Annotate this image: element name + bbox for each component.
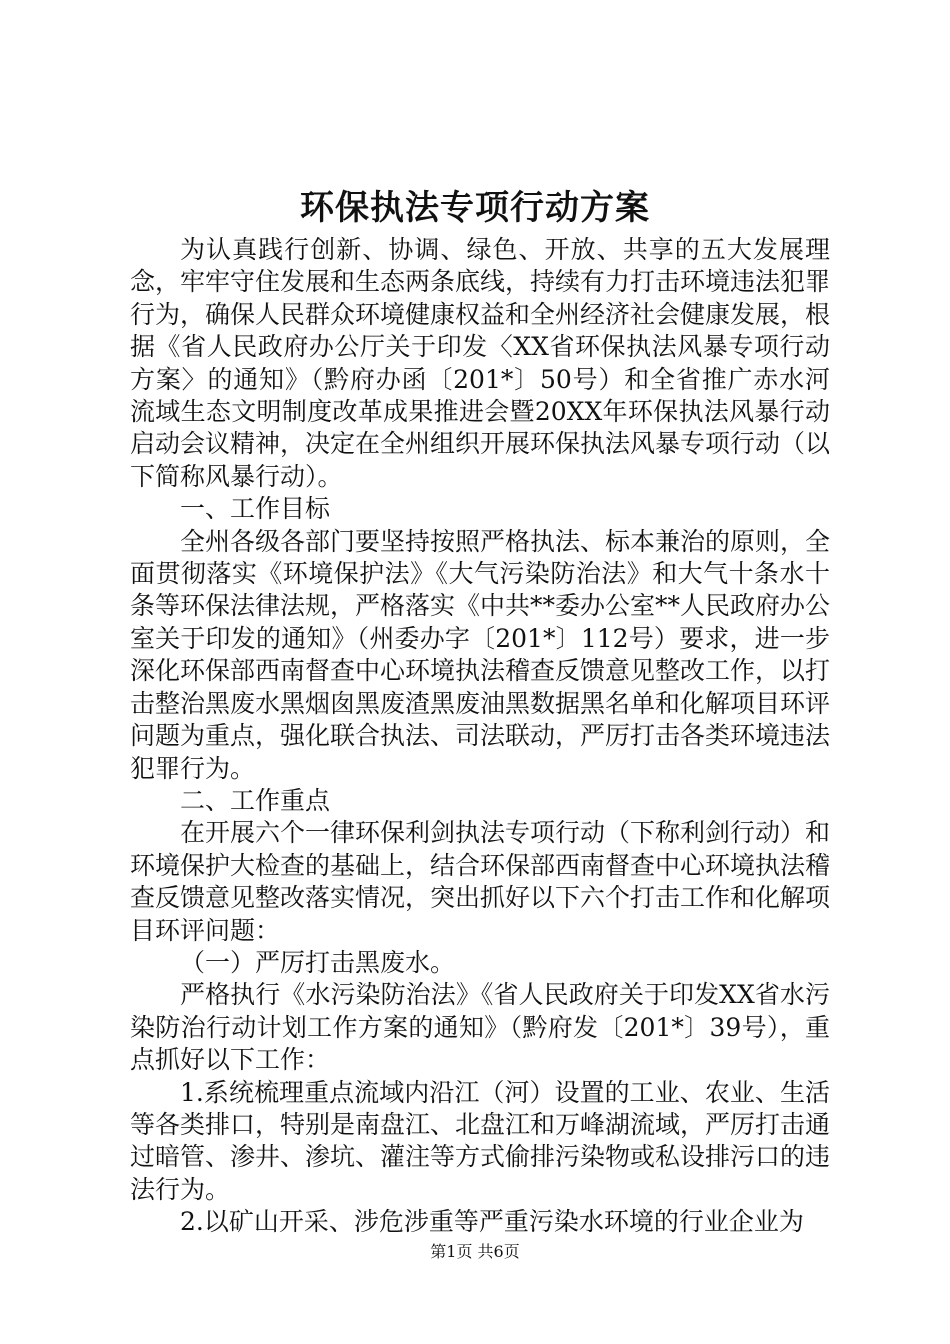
list-item-1: 1.系统梳理重点流域内沿江（河）设置的工业、农业、生活等各类排口，特别是南盘江、北盘江和万峰湖流域，严厉打击通过暗管、渗井、渗坑、灌注等方式偷排污染物或私设排污口的违法行为。 [130,1077,831,1204]
paragraph-black-wastewater: 严格执行《水污染防治法》《省人民政府关于印发XX省水污染防治行动计划工作方案的通知》（黔府发〔201*〕39号），重点抓好以下工作： [130,980,830,1075]
document-body [130,234,830,1239]
page-footer: 第1页 共6页 [430,1242,520,1261]
paragraph-work-focus: 在开展六个一律环保利剑执法专项行动（下称利剑行动）和环境保护大检查的基础上，结合环保部西南督查中心环境执法稽查反馈意见整改落实情况，突出抓好以下六个打击工作和化解项目环评问题： [130,818,831,945]
list-item-2: 2.以矿山开采、涉危涉重等严重污染水环境的行业企业为 [180,1207,804,1237]
paragraph-intro: 为认真践行创新、协调、绿色、开放、共享的五大发展理念，牢牢守住发展和生态两条底线，持续有力打击环境违法犯罪行为，确保人民群众环境健康权益和全州经济社会健康发展，根据《省人民政府办公厅关于印发〈XX省环保执法风暴专项行动方案〉的通知》（黔府办函〔201*〕50号）和全省推广赤水河流域生态文明制度改革成果推进会暨20XX年环保执法风暴行动启动会议精神，决定在全州组织开展环保执法风暴专项行动（以下简称风暴行动）。 [130,235,831,491]
document-title: 环保执法专项行动方案 [300,188,650,228]
subsection-heading-black-wastewater: （一）严厉打击黑废水。 [180,947,456,977]
section-heading-work-goals: 一、工作目标 [180,494,331,524]
paragraph-work-goals: 全州各级各部门要坚持按照严格执法、标本兼治的原则，全面贯彻落实《环境保护法》《大气污染防治法》和大气十条水十条等环保法律法规，严格落实《中共**委办公室**人民政府办公室关于印发的通知》（州委办字〔201*〕112号）要求，进一步深化环保部西南督查中心环境执法稽查反馈意见整改工作，以打击整治黑废水黑烟囱黑废渣黑废油黑数据黑名单和化解项目环评问题为重点，强化联合执法、司法联动，严厉打击各类环境违法犯罪行为。 [130,526,831,783]
section-heading-work-focus: 二、工作重点 [180,785,331,815]
